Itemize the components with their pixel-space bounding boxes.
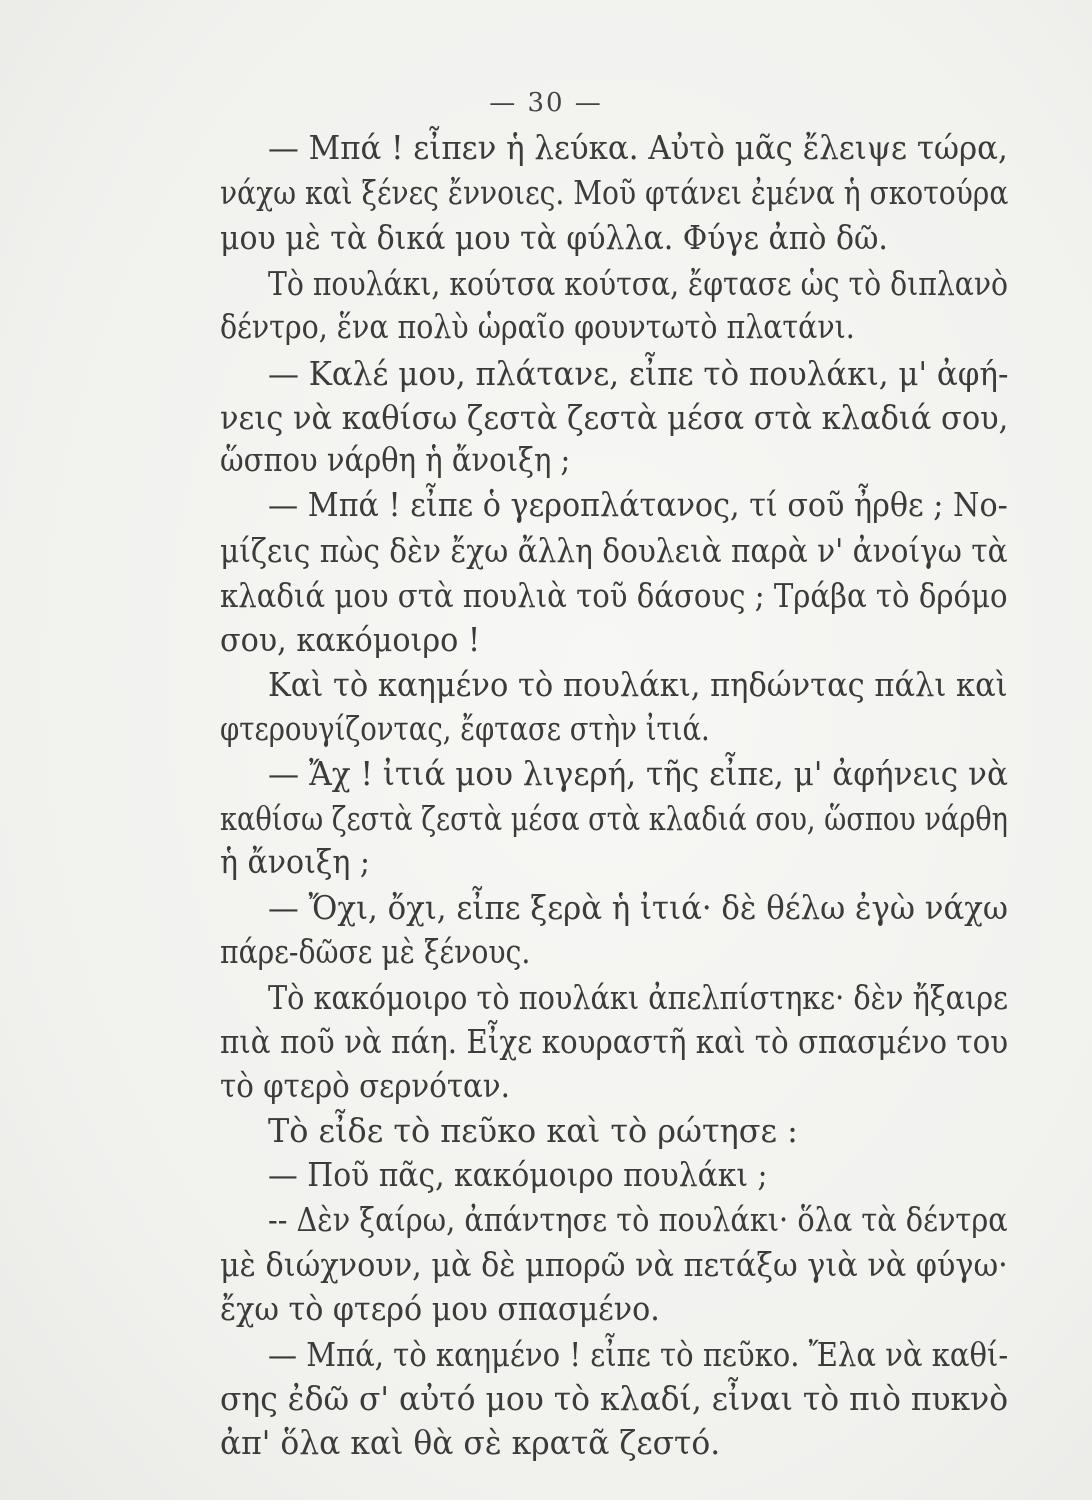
text-line: Καὶ τὸ καημένο τὸ πουλάκι, πηδώντας πάλι καὶ bbox=[268, 665, 1008, 704]
text-line: μὲ διώχνουν, μὰ δὲ μπορῶ νὰ πετάξω γιὰ νὰ φύγω· bbox=[220, 1245, 1008, 1284]
text-line: τὸ φτερὸ σερνόταν. bbox=[220, 1066, 510, 1105]
text-line: νάχω καὶ ξένες ἔννοιες. Μοῦ φτάνει ἐμένα ἡ σκοτούρα bbox=[220, 173, 1009, 212]
text-line: — Μπά ! εἶπε ὁ γεροπλάτανος, τί σοῦ ἦρθε ; Νο- bbox=[268, 485, 1008, 524]
text-line: νεις νὰ καθίσω ζεστὰ ζεστὰ μέσα στὰ κλαδιά σου, bbox=[220, 398, 1009, 437]
text-line: — Ὄχι, ὄχι, εἶπε ξερὰ ἡ ἰτιά· δὲ θέλω ἐγὼ νάχω bbox=[268, 888, 1008, 927]
text-line: σης ἐδῶ σ' αὐτό μου τὸ κλαδί, εἶναι τὸ πιὸ πυκνὸ bbox=[220, 1379, 1009, 1418]
text-line: ὥσπου νάρθη ἡ ἄνοιξη ; bbox=[220, 440, 571, 479]
text-line: — Ποῦ πᾶς, κακόμοιρο πουλάκι ; bbox=[268, 1155, 768, 1194]
text-line: φτερουγίζοντας, ἔφτασε στὴν ἰτιά. bbox=[220, 709, 710, 748]
text-line: Τὸ κακόμοιρο τὸ πουλάκι ἀπελπίστηκε· δὲν ἤξαιρε bbox=[268, 978, 1008, 1017]
text-line: μου μὲ τὰ δικά μου τὰ φύλλα. Φύγε ἀπὸ δῶ. bbox=[220, 218, 888, 257]
text-line: καθίσω ζεστὰ ζεστὰ μέσα στὰ κλαδιά σου, ὥσπου νάρθη bbox=[220, 799, 1008, 838]
text-line: ἔχω τὸ φτερό μου σπασμένο. bbox=[220, 1289, 660, 1328]
text-line: — Μπά, τὸ καημένο ! εἶπε τὸ πεῦκο. Ἔλα νὰ καθί- bbox=[268, 1335, 1009, 1374]
text-line: πάρε-δῶσε μὲ ξένους. bbox=[220, 932, 531, 971]
text-line: κλαδιά μου στὰ πουλιὰ τοῦ δάσους ; Τράβα τὸ δρόμο bbox=[220, 576, 1008, 615]
text-line: — Καλέ μου, πλάτανε, εἶπε τὸ πουλάκι, μ' ἀφή- bbox=[268, 354, 1009, 393]
text-line: Τὸ πουλάκι, κούτσα κούτσα, ἔφτασε ὡς τὸ διπλανὸ bbox=[268, 264, 1009, 303]
text-line: -- Δὲν ξαίρω, ἀπάντησε τὸ πουλάκι· ὅλα τὰ δέντρα bbox=[268, 1200, 1008, 1239]
text-line: — Ἄχ ! ἰτιά μου λιγερή, τῆς εἶπε, μ' ἀφήνεις νὰ bbox=[268, 754, 1008, 793]
page-number: — 30 — bbox=[489, 88, 603, 118]
text-line: ἀπ' ὅλα καὶ θὰ σὲ κρατᾶ ζεστό. bbox=[220, 1423, 721, 1462]
text-line: Τὸ εἶδε τὸ πεῦκο καὶ τὸ ρώτησε : bbox=[268, 1111, 798, 1150]
text-line: — Μπά ! εἶπεν ἡ λεύκα. Αὐτὸ μᾶς ἔλειψε τώρα, bbox=[268, 128, 1008, 167]
text-line: πιὰ ποῦ νὰ πάη. Εἶχε κουραστῆ καὶ τὸ σπασμένο του bbox=[220, 1022, 1009, 1061]
text-line: σου, κακόμοιρο ! bbox=[220, 620, 481, 659]
text-line: μίζεις πὼς δὲν ἔχω ἄλλη δουλειὰ παρὰ ν' ἀνοίγω τὰ bbox=[220, 531, 1008, 570]
text-line: ἡ ἄνοιξη ; bbox=[220, 842, 370, 881]
text-line: δέντρο, ἕνα πολὺ ὡραῖο φουντωτὸ πλατάνι. bbox=[220, 307, 855, 346]
